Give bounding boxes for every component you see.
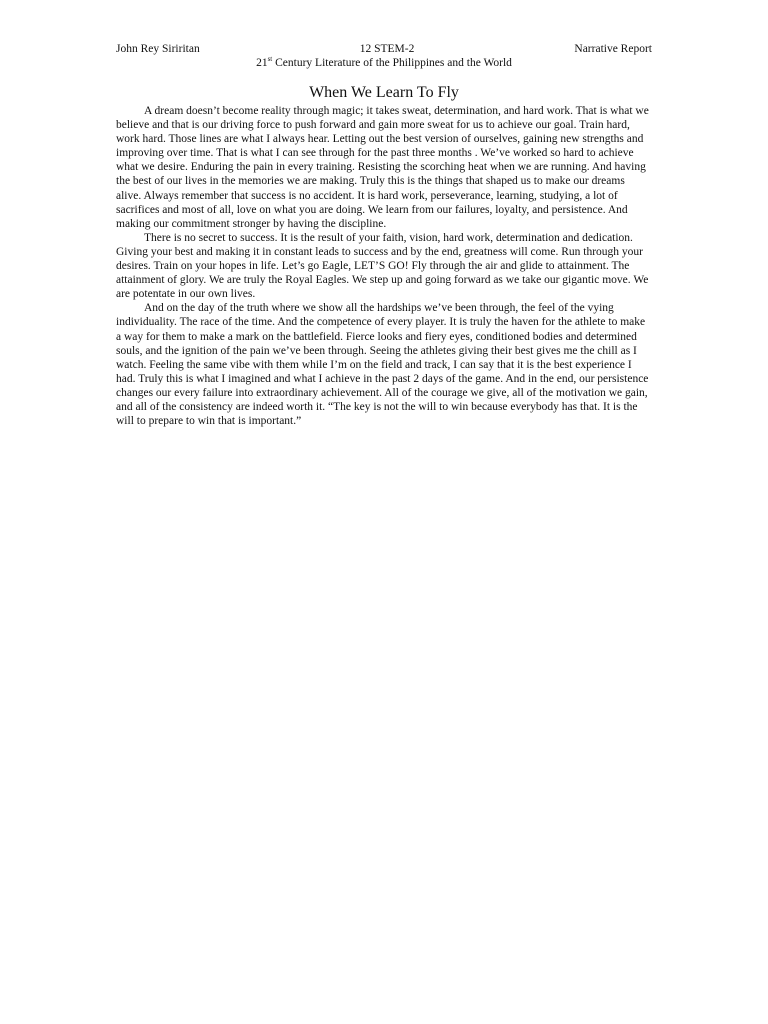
page-header [116, 42, 652, 56]
report-type: Narrative Report [574, 43, 652, 55]
document-page [116, 42, 652, 428]
document-body [116, 104, 652, 428]
document-title: When We Learn To Fly [309, 84, 459, 101]
class-section: 12 STEM-2 [359, 43, 415, 55]
course-name: Century Literature of the Philippines and the World [272, 57, 512, 69]
course-title [116, 56, 652, 70]
author-name: John Rey Siriritan [116, 43, 200, 55]
paragraph-1: A dream doesn’t become reality through magic; it takes sweat, determination, and hard work. That is what we believe and that is our driving force to push forward and gain more sweat for us to achieve our goal. Train hard, work hard. Those lines are what I always hear. Letting out the best version of ourselves, gaining new strengths and improving over time. That is what I can see through for the past three months . We’ve worked so hard to achieve what we desire. Enduring the pain in every training. Resisting the scorching heat when we are running. And having the best of our lives in the memories we are making. Truly this is the things that shaped us to make our dreams alive. Always remember that success is no accident. It is hard work, perseverance, learning, studying, a lot of sacrifices and most of all, love on what you are doing. We learn from our failures, loyalty, and persistence. And making our commitment stronger by having the discipline. [116, 105, 649, 230]
paragraph-3: And on the day of the truth where we show all the hardships we’ve been through, the feel of the vying individuality. The race of the time. And the competence of every player. It is truly the haven for the athlete to make a way for them to make a mark on the battlefield. Fierce looks and fiery eyes, conditioned bodies and determined souls, and the ignition of the pain we’ve been through. Seeing the athletes giving their best gives me the chill as I watch. Feeling the same vibe with them while I’m on the field and track, I can say that it is the best experience I had. Truly this is what I imagined and what I achieve in the past 2 days of the game. And in the end, our persistence changes our every failure into extraordinary achievement. All of the courage we give, all of the motivation we gain, and all of the consistency are indeed worth it. “The key is not the will to win because everybody has that. It is the will to prepare to win that is important.” [116, 302, 649, 428]
course-number: 21 [256, 57, 268, 69]
course-ordinal-suffix: st [267, 55, 273, 64]
paragraph-2: There is no secret to success. It is the result of your faith, vision, hard work, determination and dedication. Giving your best and making it in constant leads to success and by the end, greatness will come. Run through your desires. Train on your hopes in life. Let’s go Eagle, LET’S GO! Fly through the air and glide to attainment. The attainment of glory. We are truly the Royal Eagles. We step up and going forward as we take our gigantic move. We are potentate in our own lives. [116, 231, 649, 301]
